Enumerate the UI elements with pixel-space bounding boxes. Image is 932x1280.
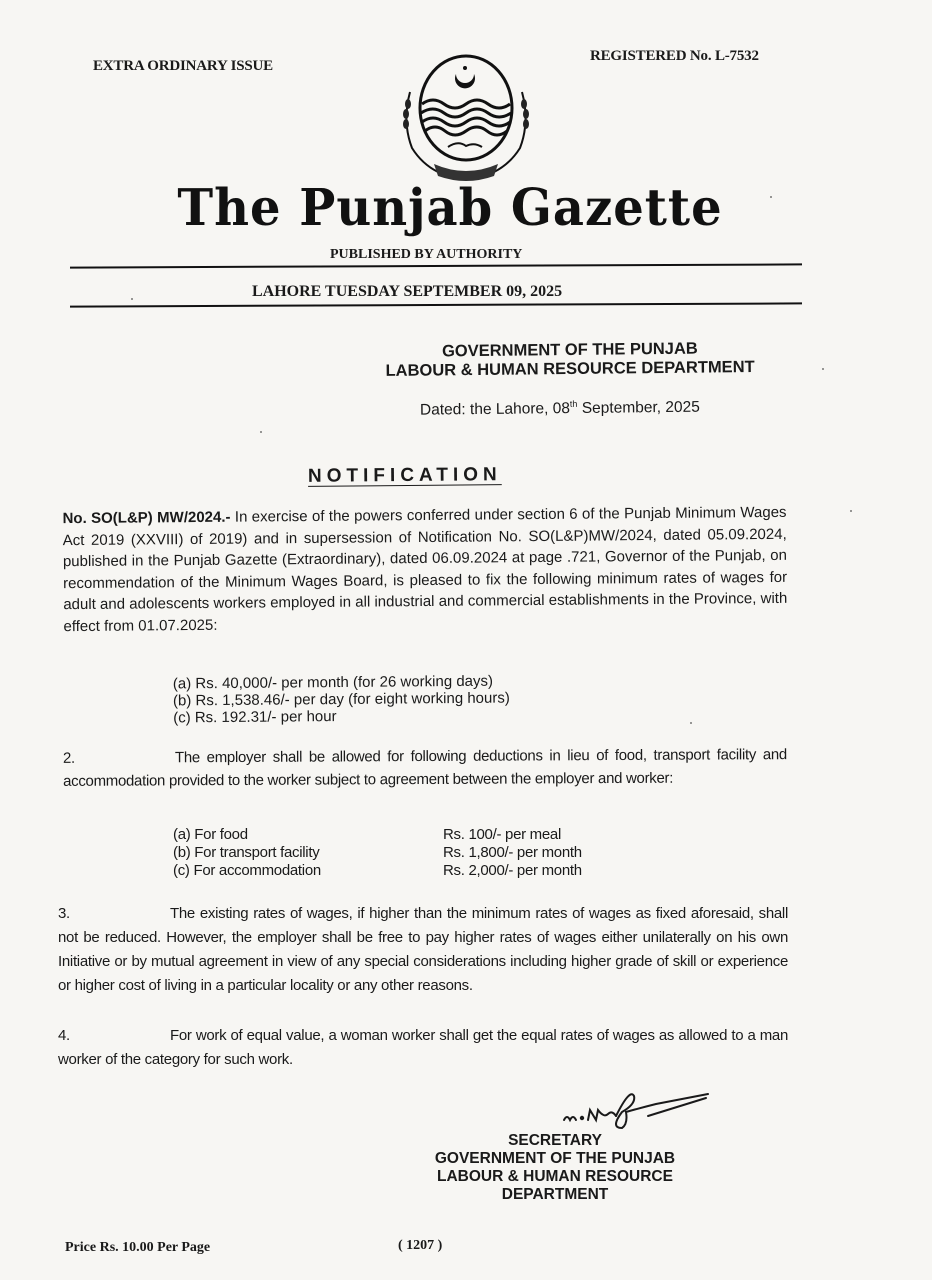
date-suffix: September, 2025 [577,398,700,417]
notification-date [420,398,700,420]
wage-rate-item: (b) Rs. 1,538.46/- per day (for eight working hours) [172,689,510,710]
issuer-government: GOVERNMENT OF THE PUNJAB [441,339,698,361]
date-ordinal: th [569,398,578,409]
masthead-title: The Punjab Gazette [177,178,723,238]
signatory-department: LABOUR & HUMAN RESOURCE [437,1168,673,1185]
punjab-emblem-icon [398,52,534,182]
paragraph-2-text: The employer shall be allowed for following deductions in lieu of food, transport facility and accommodation provided to the worker subject to agreement between the employer and worker: [63,746,787,790]
date-prefix: Dated: the Lahore, 08 [419,400,571,419]
signatory-government: GOVERNMENT OF THE PUNJAB [434,1150,676,1167]
paragraph-2 [63,743,787,793]
issue-dateline: LAHORE TUESDAY SEPTEMBER 09, 2025 [252,283,563,300]
registration-number: REGISTERED No. L-7532 [590,48,759,64]
published-by-authority: PUBLISHED BY AUTHORITY [330,247,523,262]
signatory-department-cont: DEPARTMENT [501,1186,609,1203]
page-number: ( 1207 ) [398,1238,443,1253]
minimum-wage-rates [173,673,510,727]
wage-rate-item: (a) Rs. 40,000/- per month (for 26 working days) [172,672,494,693]
scan-speck [822,368,824,370]
scan-speck [690,722,692,724]
paragraph-number: 2. [62,749,75,767]
deduction-row [173,862,582,880]
scan-speck [260,431,262,433]
paragraph-3 [58,902,788,998]
notification-title: NOTIFICATION [307,464,502,487]
signatory-title: SECRETARY [508,1132,602,1149]
signatory-block [405,1132,705,1204]
deduction-amount: Rs. 1,800/- per month [443,844,582,861]
deduction-label: (a) For food [173,826,248,843]
scan-speck [131,298,133,300]
header-rule-bottom [70,302,802,307]
signature-mark [560,1082,710,1132]
paragraph-4 [58,1024,788,1072]
issuer-department: LABOUR & HUMAN RESOURCE DEPARTMENT [385,358,755,380]
deduction-row [173,826,582,844]
scan-speck [850,510,852,512]
deduction-row [173,844,582,862]
issue-type-label: EXTRA ORDINARY ISSUE [93,58,273,74]
deduction-label: (c) For accommodation [173,862,321,879]
paragraph-3-text: The existing rates of wages, if higher than the minimum rates of wages as fixed aforesaid, shall not be reduced. However, the employer shall be free to pay higher rates of wages either unilaterally on his own Initiative or by mutual agreement in view of any special considerations including higher grade of skill or experience or higher cost of living in a particular locality or any other reasons. [58,905,788,994]
paragraph-1-text: In exercise of the powers conferred under section 6 of the Punjab Minimum Wages Act 2019 (XXVIII) of 2019) and in supersession of Notification No. SO(L&P)MW/2024, dated 05.09.2024, published in the Punjab Gazette (Extraordinary), dated 06.09.2024 at page .721, Governor of the Punjab, on recommendation of the Minimum Wages Board, is pleased to fix the following minimum rates of wages for adult and adolescents workers employed in all industrial and commercial establishments in the Province, with effect from 01.07.2025: [62,503,788,635]
deduction-amount: Rs. 2,000/- per month [443,862,582,879]
wage-rate-item: (c) Rs. 192.31/- per hour [173,708,337,727]
paragraph-4-text: For work of equal value, a woman worker shall get the equal rates of wages as allowed to a man worker of the category for such work. [58,1027,788,1068]
deductions-list [173,826,582,880]
scan-speck [770,196,772,198]
issuing-department [360,339,780,381]
paragraph-number: 3. [58,905,70,922]
deduction-label: (b) For transport facility [173,844,320,861]
price-per-page: Price Rs. 10.00 Per Page [65,1240,211,1255]
notification-reference: No. SO(L&P) MW/2024.- [62,508,231,528]
paragraph-number: 4. [58,1027,70,1044]
paragraph-1 [62,502,787,637]
deduction-amount: Rs. 100/- per meal [443,826,561,843]
header-rule-top [70,263,802,268]
